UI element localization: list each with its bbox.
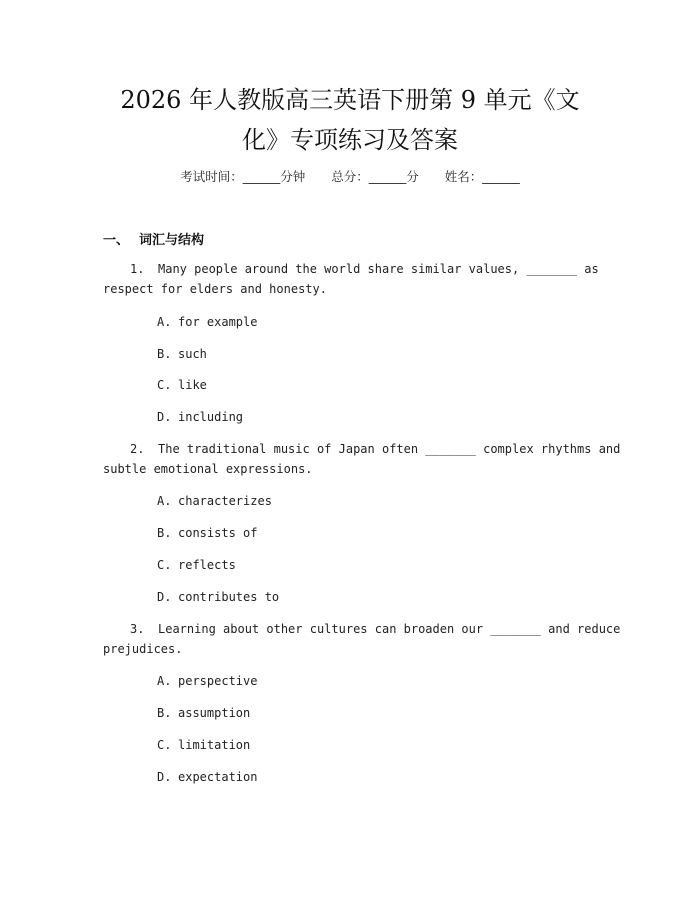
question-3 (103, 619, 621, 659)
question-3-text-1: Learning about other cultures can broaden our _______ and reduce (158, 622, 621, 636)
question-3-option-a (157, 671, 257, 691)
option-letter: C. (157, 378, 172, 392)
question-2-option-b (157, 523, 257, 543)
question-3-option-d (157, 767, 257, 787)
question-3-line-1 (103, 619, 621, 639)
option-letter: D. (157, 590, 172, 604)
total-score-label: 总分： (331, 169, 369, 184)
question-3-number: 3. (130, 622, 145, 636)
question-2-option-c (157, 555, 236, 575)
total-score-unit: 分 (406, 169, 419, 184)
exam-time-blank: ______ (242, 169, 281, 184)
title-line-1: 2026 年人教版高三英语下册第 9 单元《文 (120, 86, 580, 114)
question-1-option-d (157, 407, 243, 427)
exam-time-field (180, 167, 305, 185)
exam-time-unit: 分钟 (280, 169, 306, 184)
section-heading (103, 229, 204, 248)
question-2 (103, 439, 621, 479)
option-text: including (178, 410, 244, 424)
option-text: consists of (178, 526, 258, 540)
question-1-option-c (157, 375, 207, 395)
question-2-option-a (157, 491, 272, 511)
question-2-text-1: The traditional music of Japan often _______ complex rhythms and (158, 442, 621, 456)
question-3-option-b (157, 703, 250, 723)
option-text: perspective (178, 674, 258, 688)
question-1 (103, 259, 603, 299)
total-score-blank: ______ (368, 169, 407, 184)
question-1-number: 1. (130, 262, 145, 276)
option-text: reflects (178, 558, 236, 572)
question-2-text-2: subtle emotional expressions. (103, 462, 313, 476)
option-text: limitation (178, 738, 251, 752)
question-3-option-c (157, 735, 250, 755)
question-1-text-2: respect for elders and honesty. (103, 282, 327, 296)
option-text: like (178, 378, 207, 392)
option-letter: A. (157, 315, 172, 329)
section-title: 词汇与结构 (139, 233, 205, 248)
exam-time-label: 考试时间： (180, 169, 243, 184)
option-text: expectation (178, 770, 258, 784)
option-letter: A. (157, 494, 172, 508)
option-letter: D. (157, 770, 172, 784)
option-letter: D. (157, 410, 172, 424)
page-title (60, 80, 640, 160)
option-letter: B. (157, 347, 172, 361)
option-text: for example (178, 315, 258, 329)
total-score-field (331, 167, 419, 185)
student-name-label: 姓名： (444, 169, 483, 184)
question-2-option-d (157, 587, 279, 607)
option-letter: B. (157, 706, 172, 720)
question-1-text-1: Many people around the world share similar values, _______ as (158, 262, 599, 276)
question-1-line-1 (103, 259, 603, 279)
exam-info-row (0, 167, 700, 185)
option-letter: C. (157, 558, 172, 572)
question-2-number: 2. (130, 442, 145, 456)
student-name-field (445, 167, 520, 185)
option-text: assumption (178, 706, 251, 720)
option-letter: A. (157, 674, 172, 688)
question-1-option-b (157, 344, 207, 364)
question-3-text-2: prejudices. (103, 642, 183, 656)
section-number: 一、 (103, 233, 130, 248)
student-name-blank: ______ (482, 169, 520, 184)
title-line-2: 化》专项练习及答案 (242, 126, 458, 154)
option-text: contributes to (178, 590, 280, 604)
option-letter: C. (157, 738, 172, 752)
question-2-line-1 (103, 439, 621, 459)
option-letter: B. (157, 526, 172, 540)
option-text: such (178, 347, 207, 361)
option-text: characterizes (178, 494, 272, 508)
question-1-option-a (157, 312, 257, 332)
